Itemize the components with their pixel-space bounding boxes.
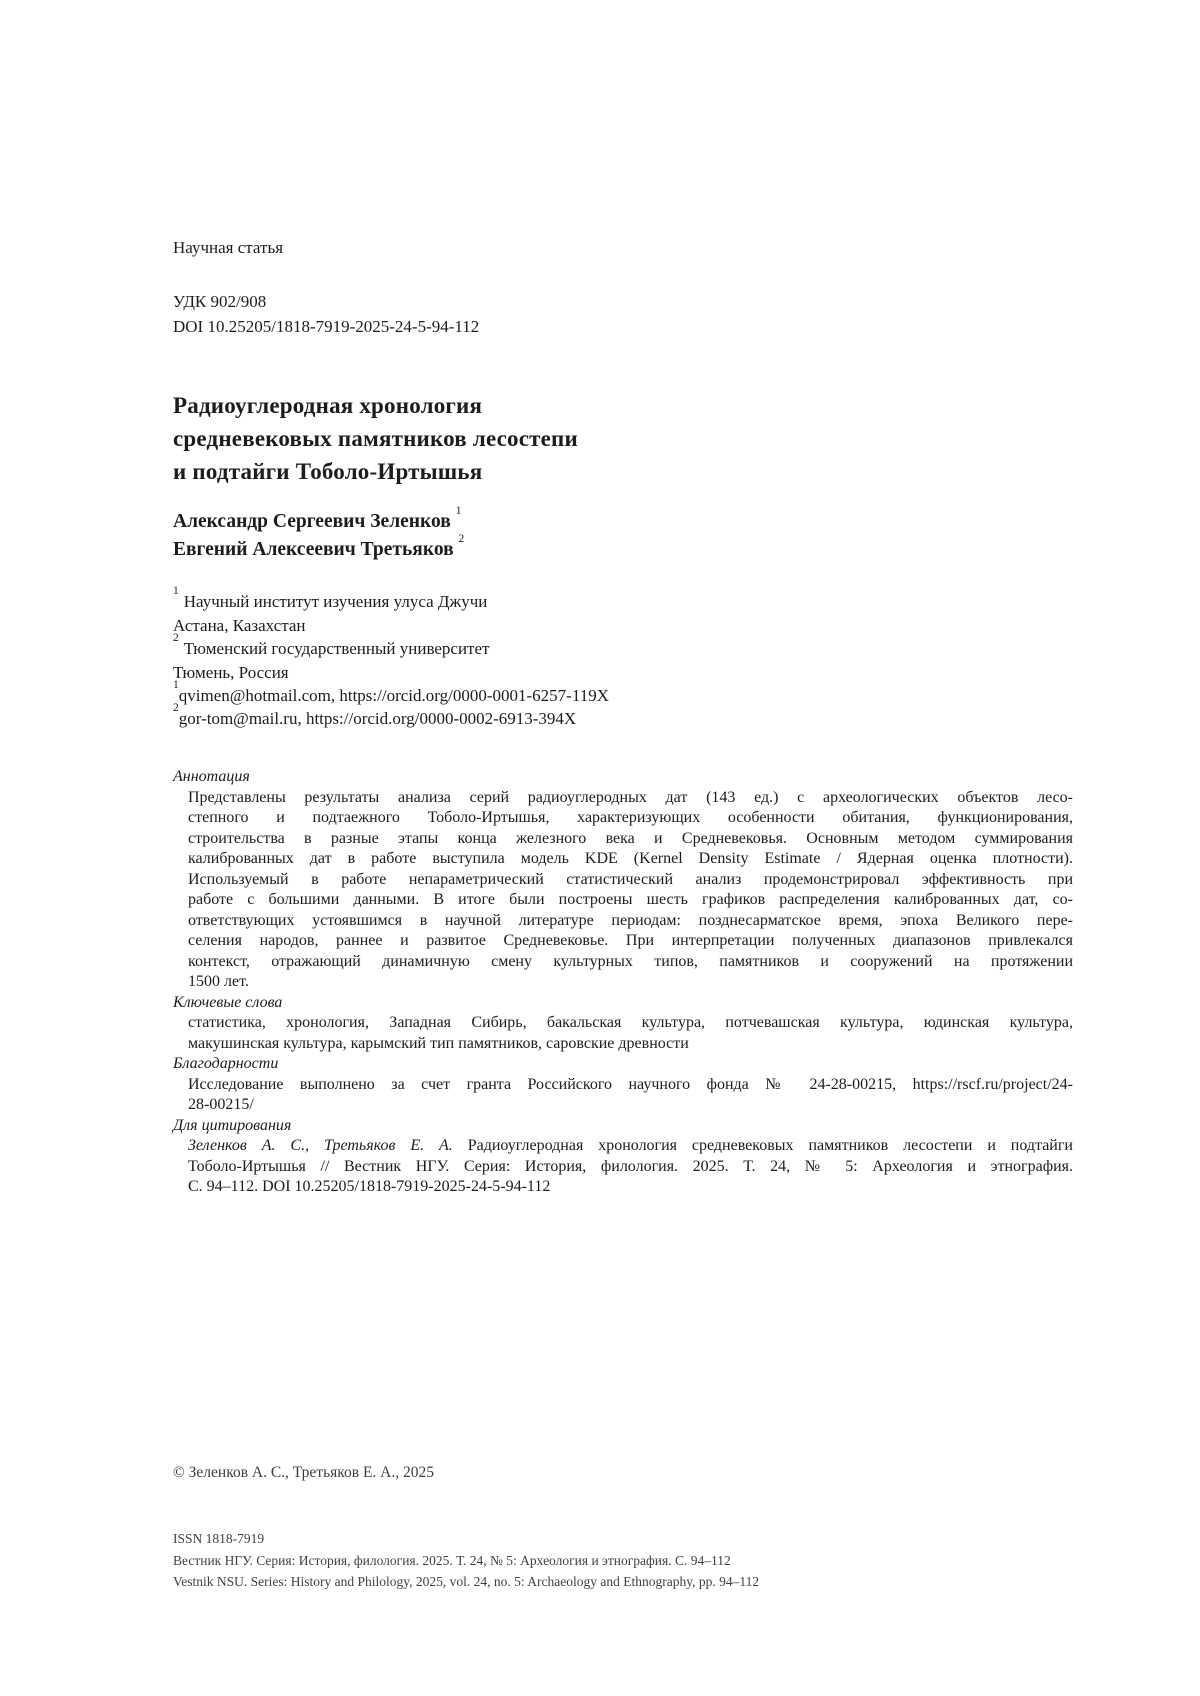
affiliation-marker: 2 [173, 632, 179, 645]
footer-citation-en: Vestnik NSU. Series: History and Philology, 2025, vol. 24, no. 5: Archaeology and Ethnography, pp. 94–112 [173, 1574, 760, 1589]
text-line: 28-00215/ [188, 1096, 254, 1113]
text-line: калиброванных дат в работе выступила модель KDE (Kernel Density Estimate / Ядерная оценка плотности). [188, 850, 1073, 867]
citation-label: Для цитирования [173, 1116, 292, 1134]
affiliation-institution [173, 585, 1073, 614]
text-line: работе с большими данными. В итоге были построены шесть графиков распределения калиброванных дат, со- [188, 891, 1073, 908]
text-line: средневековых памятников лесостепи [173, 426, 578, 451]
text-line: ответствующих устоявшимся в научной литературе периодам: позднесарматское время, эпоха Великого пере- [188, 911, 1073, 929]
footer-citation-ru: Вестник НГУ. Серия: История, филология. 2025. Т. 24, № 5: Археология и этнография. С. 94–112 [173, 1552, 731, 1568]
contact-marker: 1 [173, 679, 179, 692]
citation-text [173, 1136, 1073, 1198]
doi-line: DOI 10.25205/1818-7919-2025-24-5-94-112 [173, 317, 480, 336]
text-line: степного и подтаежного Тоболо-Иртышья, характеризующих особенности обитания, функционирования, [188, 809, 1073, 826]
text-line: макушинская культура, карымский тип памятников, саровские древности [188, 1034, 689, 1052]
author-affiliation-marker: 1 [455, 504, 462, 517]
abstract-text [173, 788, 1073, 993]
author-affiliation-marker: 2 [458, 532, 465, 545]
author-name-text: Александр Сергеевич Зеленков [173, 511, 451, 532]
article-type-label: Научная статья [173, 238, 284, 257]
text-line: и подтайги Тоболо-Иртышья [173, 459, 483, 484]
text-line: Исследование выполнено за счет гранта Российского научного фонда № 24-28-00215, https://rscf.ru/project/24- [188, 1075, 1073, 1093]
text-line: селения народов, раннее и развитое Средневековье. При интерпретации полученных диапазонов привлекался [188, 932, 1073, 949]
contact-line [173, 679, 1073, 707]
author-name [173, 532, 1073, 564]
contact-marker: 2 [173, 702, 179, 715]
keywords-label: Ключевые слова [173, 993, 283, 1011]
text-line: Тоболо-Иртышья // Вестник НГУ. Серия: История, филология. 2025. Т. 24, № 5: Археология и этнография. [188, 1157, 1073, 1175]
citation-first-line [188, 1136, 1073, 1157]
udc-line: УДК 902/908 [173, 292, 267, 311]
identifiers-block [173, 289, 1073, 339]
contact-line [173, 702, 1073, 730]
text-line: Представлены результаты анализа серий радиоуглеродных дат (143 ед.) с археологических объектов лесо- [188, 788, 1073, 806]
affiliation-institution-text: Тюменский государственный университет [183, 639, 490, 658]
authors-block [173, 504, 1073, 564]
citation-authors-italic: Зеленков А. С., Третьяков Е. А. [188, 1137, 453, 1154]
footer-issn: ISSN 1818-7919 [173, 1531, 265, 1546]
citation-title-text: Радиоуглеродная хронология средневековых памятников лесостепи и подтайги [452, 1137, 1073, 1154]
citation-rest-lines [188, 1157, 1073, 1198]
text-line: строительства в разные этапы конца железного века и Средневековья. Основным методом суммирования [188, 829, 1073, 847]
text-line: статистика, хронология, Западная Сибирь, бакальская культура, потчевашская культура, юдинская культура, [188, 1014, 1073, 1031]
affiliation-institution-text: Научный институт изучения улуса Джучи [183, 592, 488, 611]
contact-text: gor-tom@mail.ru, https://orcid.org/0000-0002-6913-394X [178, 709, 577, 728]
affiliations-contacts-block [173, 585, 1073, 730]
affiliation-location: Астана, Казахстан [173, 615, 306, 635]
affiliation-marker: 1 [173, 585, 179, 598]
text-line: С. 94–112. DOI 10.25205/1818-7919-2025-24-5-94-112 [188, 1178, 551, 1195]
contact-text: qvimen@hotmail.com, https://orcid.org/0000-0001-6257-119X [178, 686, 609, 705]
text-line: контекст, отражающий динамичную смену культурных типов, памятников и сооружений на протяжении [188, 952, 1073, 970]
article-meta-block [173, 767, 1073, 1198]
abstract-label: Аннотация [173, 768, 250, 785]
journal-footer [173, 1528, 759, 1593]
affiliation-location: Тюмень, Россия [173, 662, 289, 682]
text-line: 1500 лет. [188, 973, 249, 990]
text-line: Радиоуглеродная хронология [173, 393, 483, 418]
keywords-text [173, 1013, 1073, 1054]
article-title [173, 389, 1073, 488]
copyright-line: © Зеленков А. С., Третьяков Е. А., 2025 [173, 1464, 435, 1481]
acknowledgements-text [173, 1075, 1073, 1116]
text-line: Используемый в работе непараметрический статистический анализ продемонстрировал эффективность при [188, 870, 1073, 888]
author-name-text: Евгений Алексеевич Третьяков [173, 539, 454, 560]
affiliation-institution [173, 632, 1073, 661]
acknowledgements-label: Благодарности [173, 1055, 279, 1072]
author-name [173, 504, 1073, 536]
